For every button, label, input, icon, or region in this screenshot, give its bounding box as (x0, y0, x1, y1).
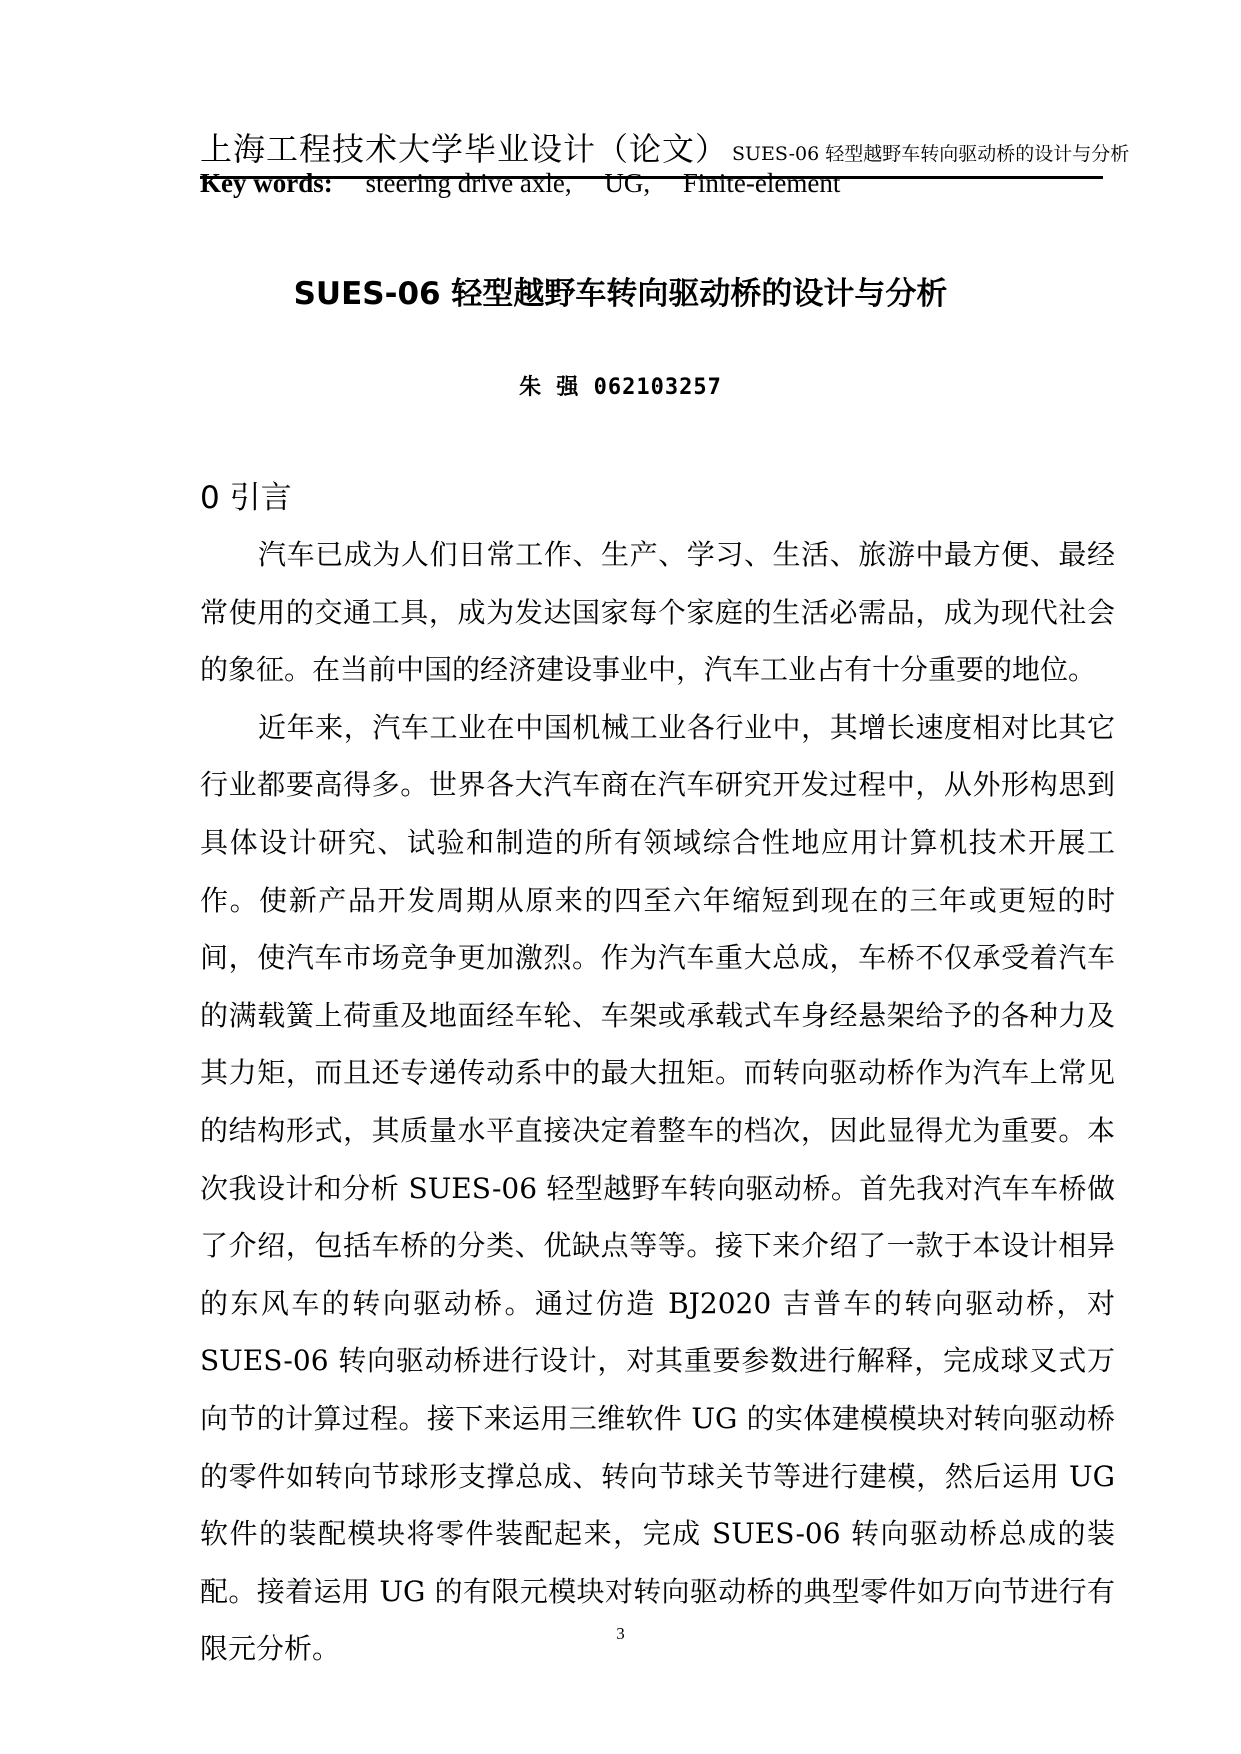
keywords-line (200, 168, 840, 199)
keyword-item: Finite-element (682, 168, 841, 198)
paper-title: SUES-06 轻型越野车转向驱动桥的设计与分析 (293, 276, 948, 312)
paragraph: 近年来，汽车工业在中国机械工业各行业中，其增长速度相对比其它行业都要高得多。世界各大汽车商在汽车研究开发过程中，从外形构思到具体设计研究、试验和制造的所有领域综合性地应用计算机技术开展工作。使新产品开发周期从原来的四至六年缩短到现在的三年或更短的时间，使汽车市场竞争更加激烈。作为汽车重大总成，车桥不仅承受着汽车的满载簧上荷重及地面经车轮、车架或承载式车身经悬架给予的各种力及其力矩，而且还专递传动系中的最大扭矩。而转向驱动桥作为汽车上常见的结构形式，其质量水平直接决定着整车的档次，因此显得尤为重要。本次我设计和分析 SUES-06 轻型越野车转向驱动桥。首先我对汽车车桥做了介绍，包括车桥的分类、优缺点等等。接下来介绍了一款于本设计相异的东风车的转向驱动桥。通过仿造 BJ2020 吉普车的转向驱动桥，对 SUES-06 转向驱动桥进行设计，对其重要参数进行解释，完成球叉式万向节的计算过程。接下来运用三维软件 UG 的实体建模模块对转向驱动桥的零件如转向节球形支撑总成、转向节球关节等进行建模，然后运用 UG 软件的装配模块将零件装配起来，完成 SUES-06 转向驱动桥总成的装配。接着运用 UG 的有限元模块对转向驱动桥的典型零件如万向节进行有限元分析。 (200, 710, 1115, 1666)
keywords-label: Key words: (200, 168, 333, 198)
keyword-item: steering drive axle, (365, 168, 572, 198)
page-number: 3 (616, 1624, 625, 1643)
body-text (200, 526, 1115, 1678)
header-university-title: 上海工程技术大学毕业设计（论文） (200, 130, 729, 168)
header-thesis-title: SUES-06 轻型越野车转向驱动桥的设计与分析 (732, 143, 1130, 165)
keyword-item: UG, (604, 168, 651, 198)
paragraph: 汽车已成为人们日常工作、生产、学习、生活、旅游中最方便、最经常使用的交通工具，成为发达国家每个家庭的生活必需品，成为现代社会的象征。在当前中国的经济建设事业中，汽车工业占有十分重要的地位。 (200, 538, 1115, 687)
section-heading: 0 引言 (200, 480, 292, 516)
author-line: 朱 强 062103257 (519, 375, 722, 400)
